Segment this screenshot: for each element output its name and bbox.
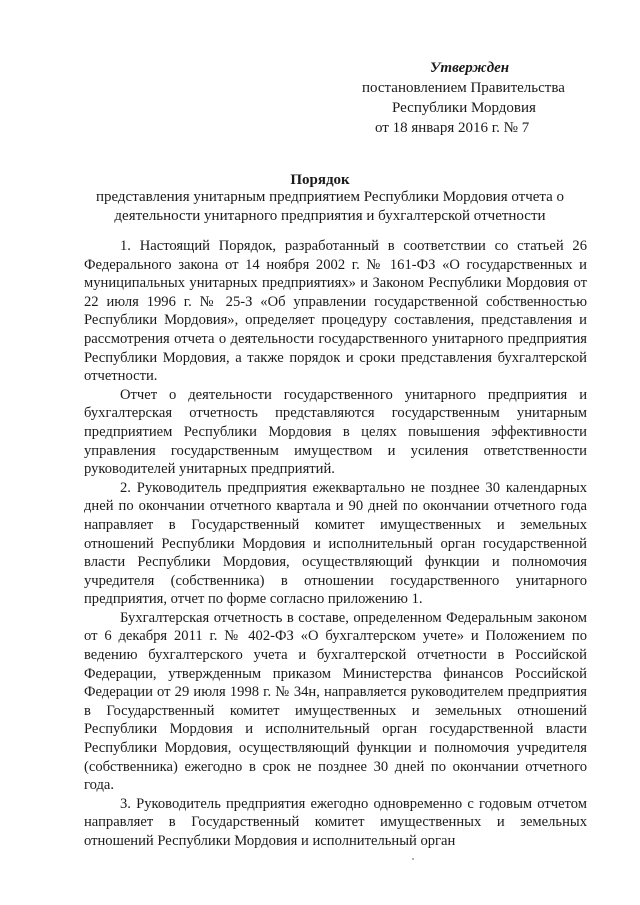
document-subtitle: представления унитарным предприятием Республики Мордовия отчета о деятельности унитарного предприятия и бухгалтерской отчетности xyxy=(95,189,565,224)
document-title: Порядок xyxy=(290,172,350,188)
approval-line-2: Республики Мордовия xyxy=(392,100,536,116)
paragraph-5: 3. Руководитель предприятия ежегодно одновременно с годовым отчетом направляет в Государственный комитет имущественных и земельных отношений Республики Мордовия и исполнительный орган xyxy=(84,795,587,849)
approval-line-3: от 18 января 2016 г. № 7 xyxy=(375,120,530,136)
document-body xyxy=(84,237,587,851)
paragraph-4: Бухгалтерская отчетность в составе, определенном Федеральным законом от 6 декабря 2011 г. № 402-ФЗ «О бухгалтерском учете» и Положением по ведению бухгалтерского учета и бухгалтерской отчетности в Российской Федерации, утвержденным приказом Министерства финансов Российской Федерации от 29 июля 1998 г. № 34н, направляется руководителем предприятия в Государственный комитет имущественных и земельных отношений Республики Мордовия и исполнительный орган государственной власти Республики Мордовия, осуществляющий функции и полномочия учредителя (собственника) ежегодно в срок не позднее 30 дней по окончании отчетного года. xyxy=(84,609,587,794)
approval-line-1: постановлением Правительства xyxy=(362,80,565,96)
scan-speck xyxy=(412,858,414,860)
approval-title: Утвержден xyxy=(430,60,510,76)
paragraph-3: 2. Руководитель предприятия ежеквартально не позднее 30 календарных дней по окончании отчетного квартала и 90 дней по окончании отчетного года направляет в Государственный комитет имущественных и земельных отношений Республики Мордовия и исполнительный орган государственной власти Республики Мордовия, осуществляющий функции и полномочия учредителя (собственника) в отношении государственного унитарного предприятия, отчет по форме согласно приложению 1. xyxy=(84,479,587,608)
paragraph-2: Отчет о деятельности государственного унитарного предприятия и бухгалтерская отчетность представляются государственным унитарным предприятием Республики Мордовия в целях повышения эффективности управления государственным имуществом и усиления ответственности руководителей унитарных предприятий. xyxy=(84,386,587,478)
paragraph-1: 1. Настоящий Порядок, разработанный в соответствии со статьей 26 Федерального закона от 14 ноября 2002 г. № 161-ФЗ «О государственных и муниципальных унитарных предприятиях» и Законом Республики Мордовия от 22 июля 1996 г. № 25-З «Об управлении государственной собственностью Республики Мордовия», определяет процедуру составления, представления и рассмотрения отчета о деятельности государственного унитарного предприятия Республики Мордовия, а также порядок и сроки представления бухгалтерской отчетности. xyxy=(84,238,587,385)
approval-stamp xyxy=(360,58,610,138)
